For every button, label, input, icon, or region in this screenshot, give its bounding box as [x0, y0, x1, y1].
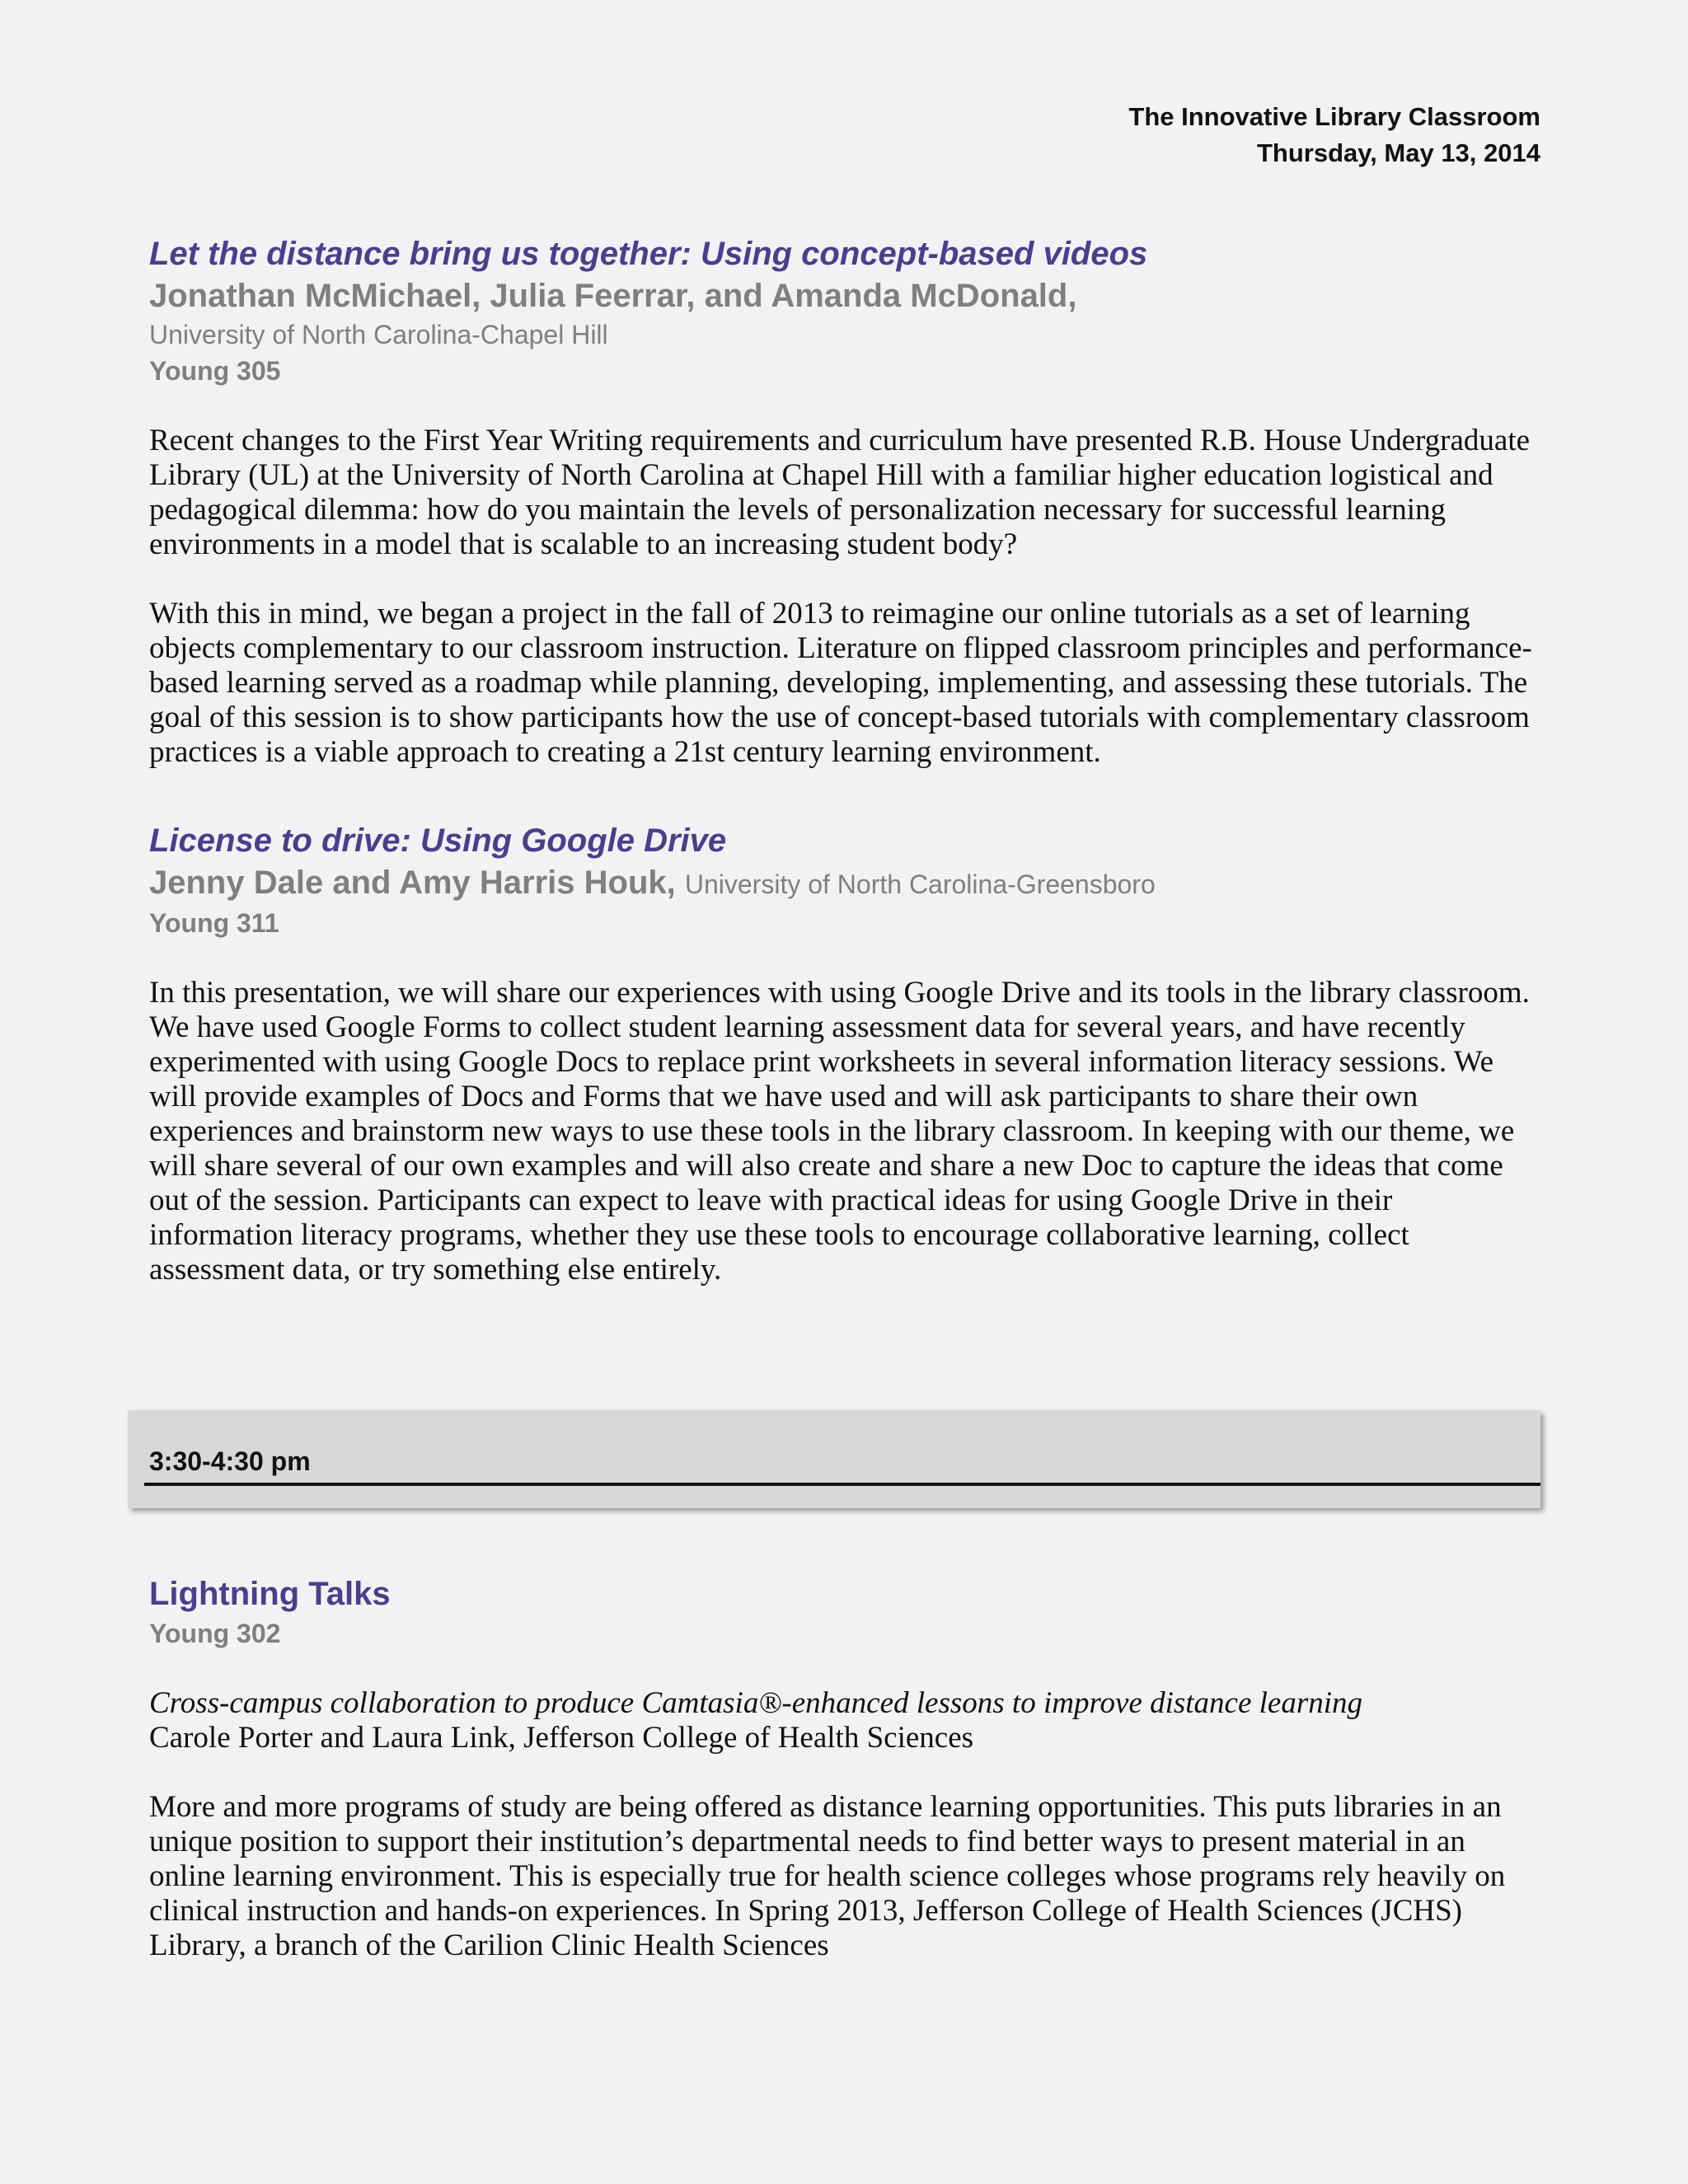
lightning-talks-section: [149, 1572, 1540, 1963]
page-content: [149, 99, 1540, 1287]
session-1: [149, 232, 1540, 770]
lightning-talks-title: Lightning Talks: [149, 1576, 391, 1612]
event-date: Thursday, May 13, 2014: [1256, 138, 1540, 167]
session-affiliation: University of North Carolina-Greensboro: [684, 869, 1156, 899]
talk-title: Cross-campus collaboration to produce Camtasia®-enhanced lessons to improve distance learning: [149, 1686, 1362, 1720]
session-presenters: Jonathan McMichael, Julia Feerrar, and Amanda McDonald,: [149, 278, 1077, 314]
time-slot-bar: [128, 1410, 1540, 1508]
talk-presenters: Carole Porter and Laura Link, Jefferson College of Health Sciences: [149, 1721, 974, 1755]
session-2: [149, 819, 1540, 1287]
session-paragraph: Recent changes to the First Year Writing requirements and curriculum have presented R.B. House Undergraduate Library (UL) at the University of North Carolina at Chapel Hill with a familiar higher education logistical and pedagogical dilemma: how do you maintain the levels of personalization necessary for successful learning environments in a model that is scalable to an increasing student body?: [149, 424, 1531, 561]
session-title: Let the distance bring us together: Using concept-based videos: [149, 236, 1148, 272]
session-paragraph: With this in mind, we began a project in the fall of 2013 to reimagine our online tutorials as a set of learning objects complementary to our classroom instruction. Literature on flipped classroom principles and performance-based learning served as a roadmap while planning, developing, implementing, and assessing these tutorials. The goal of this session is to show participants how the use of concept-based tutorials with complementary classroom practices is a viable approach to creating a 21st century learning environment.: [149, 597, 1532, 769]
session-presenters-line: [149, 862, 1540, 905]
event-name: The Innovative Library Classroom: [1128, 102, 1540, 131]
time-slot-label: 3:30-4:30 pm: [149, 1446, 311, 1476]
session-room: Young 311: [149, 908, 279, 938]
lightning-talks-room: Young 302: [149, 1619, 281, 1648]
talk-paragraph: More and more programs of study are being offered as distance learning opportunities. This puts libraries in an unique position to support their institution’s departmental needs to find better ways to present material in an online learning environment. This is especially true for health science colleges whose programs rely heavily on clinical instruction and hands-on experiences. In Spring 2013, Jefferson College of Health Sciences (JCHS) Library, a branch of the Carilion Clinic Health Sciences: [149, 1790, 1506, 1962]
session-room: Young 305: [149, 356, 281, 386]
session-presenters: Jenny Dale and Amy Harris Houk,: [149, 865, 676, 901]
time-slot-divider: [144, 1483, 1540, 1486]
session-paragraph: In this presentation, we will share our experiences with using Google Drive and its tools in the library classroom. We have used Google Forms to collect student learning assessment data for several years, and have recently experimented with using Google Docs to replace print worksheets in several information literacy sessions. We will provide examples of Docs and Forms that we have used and will ask participants to share their own experiences and brainstorm new ways to use these tools in the library classroom. In keeping with our theme, we will share several of our own examples and will also create and share a new Doc to capture the ideas that come out of the session. Participants can expect to leave with practical ideas for using Google Drive in their information literacy programs, whether they use these tools to encourage collaborative learning, collect assessment data, or try something else entirely.: [149, 976, 1530, 1286]
session-affiliation: University of North Carolina-Chapel Hill: [149, 320, 608, 349]
session-title: License to drive: Using Google Drive: [149, 823, 727, 859]
document-header: [149, 99, 1540, 171]
